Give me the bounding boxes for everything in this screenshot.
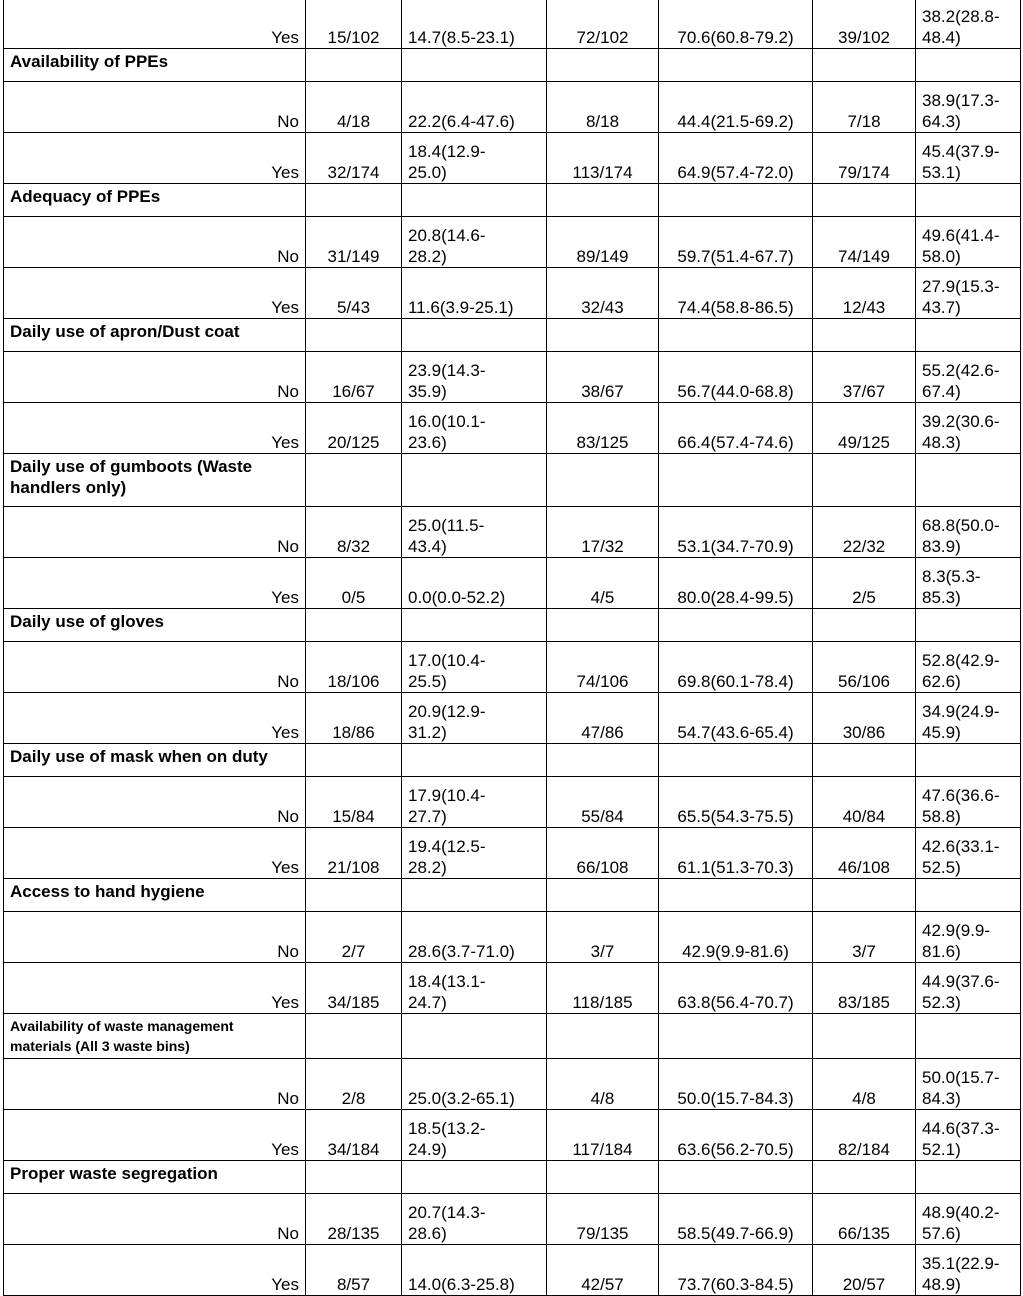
section-header-row: [4, 1014, 1021, 1059]
response-cell: Yes: [4, 828, 306, 879]
empty-cell: [813, 609, 916, 642]
count-cell: 79/135: [547, 1194, 659, 1245]
count-cell: 4/5: [547, 558, 659, 609]
count-cell: 8/18: [547, 82, 659, 133]
prevalence-cell: 34.9(24.9- 45.9): [916, 693, 1021, 744]
empty-cell: [659, 1161, 813, 1194]
empty-cell: [402, 49, 547, 82]
table-row: [4, 963, 1021, 1014]
section-title: Availability of waste management materials (All 3 waste bins): [4, 1014, 306, 1059]
table-row: [4, 1110, 1021, 1161]
count-cell: 30/86: [813, 693, 916, 744]
prevalence-cell: 55.2(42.6- 67.4): [916, 352, 1021, 403]
empty-cell: [916, 49, 1021, 82]
prevalence-cell: 45.4(37.9- 53.1): [916, 133, 1021, 184]
empty-cell: [306, 1014, 402, 1059]
prevalence-cell: 66.4(57.4-74.6): [659, 403, 813, 454]
count-cell: 8/57: [306, 1245, 402, 1296]
count-cell: 66/135: [813, 1194, 916, 1245]
empty-cell: [659, 454, 813, 507]
response-cell: No: [4, 777, 306, 828]
empty-cell: [813, 454, 916, 507]
section-header-row: [4, 879, 1021, 912]
empty-cell: [402, 879, 547, 912]
count-cell: 4/8: [813, 1059, 916, 1110]
response-cell: Yes: [4, 133, 306, 184]
section-title: Daily use of gumboots (Waste handlers only): [4, 454, 306, 507]
empty-cell: [916, 879, 1021, 912]
prevalence-cell: 42.9(9.9- 81.6): [916, 912, 1021, 963]
response-cell: Yes: [4, 403, 306, 454]
empty-cell: [547, 1014, 659, 1059]
count-cell: 79/174: [813, 133, 916, 184]
empty-cell: [813, 49, 916, 82]
table-row: [4, 558, 1021, 609]
prevalence-cell: 20.9(12.9- 31.2): [402, 693, 547, 744]
prevalence-cell: 73.7(60.3-84.5): [659, 1245, 813, 1296]
prevalence-cell: 53.1(34.7-70.9): [659, 507, 813, 558]
prevalence-cell: 16.0(10.1- 23.6): [402, 403, 547, 454]
prevalence-cell: 68.8(50.0- 83.9): [916, 507, 1021, 558]
empty-cell: [916, 319, 1021, 352]
prevalence-cell: 65.5(54.3-75.5): [659, 777, 813, 828]
prevalence-cell: 8.3(5.3- 85.3): [916, 558, 1021, 609]
empty-cell: [916, 744, 1021, 777]
prevalence-cell: 58.5(49.7-66.9): [659, 1194, 813, 1245]
prevalence-cell: 50.0(15.7- 84.3): [916, 1059, 1021, 1110]
empty-cell: [306, 744, 402, 777]
count-cell: 118/185: [547, 963, 659, 1014]
count-cell: 18/106: [306, 642, 402, 693]
count-cell: 20/125: [306, 403, 402, 454]
count-cell: 22/32: [813, 507, 916, 558]
response-cell: Yes: [4, 693, 306, 744]
prevalence-cell: 14.7(8.5-23.1): [402, 0, 547, 49]
empty-cell: [813, 879, 916, 912]
section-header-row: [4, 319, 1021, 352]
prevalence-cell: 38.2(28.8- 48.4): [916, 0, 1021, 49]
count-cell: 4/8: [547, 1059, 659, 1110]
empty-cell: [306, 879, 402, 912]
count-cell: 113/174: [547, 133, 659, 184]
prevalence-cell: 18.4(12.9- 25.0): [402, 133, 547, 184]
empty-cell: [306, 184, 402, 217]
response-cell: No: [4, 217, 306, 268]
section-header-row: [4, 744, 1021, 777]
empty-cell: [916, 184, 1021, 217]
prevalence-cell: 39.2(30.6- 48.3): [916, 403, 1021, 454]
table-row: [4, 693, 1021, 744]
section-header-row: [4, 609, 1021, 642]
table-row: [4, 828, 1021, 879]
table-row: [4, 1194, 1021, 1245]
section-header-row: [4, 184, 1021, 217]
response-cell: Yes: [4, 1245, 306, 1296]
empty-cell: [916, 1161, 1021, 1194]
prevalence-cell: 28.6(3.7-71.0): [402, 912, 547, 963]
count-cell: 74/106: [547, 642, 659, 693]
empty-cell: [547, 454, 659, 507]
empty-cell: [402, 1014, 547, 1059]
count-cell: 32/43: [547, 268, 659, 319]
table-row: [4, 1059, 1021, 1110]
count-cell: 4/18: [306, 82, 402, 133]
table-row: [4, 777, 1021, 828]
table-row: [4, 1245, 1021, 1296]
empty-cell: [659, 609, 813, 642]
count-cell: 8/32: [306, 507, 402, 558]
count-cell: 3/7: [813, 912, 916, 963]
prevalence-cell: 44.6(37.3- 52.1): [916, 1110, 1021, 1161]
count-cell: 40/84: [813, 777, 916, 828]
count-cell: 37/67: [813, 352, 916, 403]
section-title: Availability of PPEs: [4, 49, 306, 82]
response-cell: No: [4, 642, 306, 693]
table-row: [4, 912, 1021, 963]
section-title: Daily use of gloves: [4, 609, 306, 642]
count-cell: 39/102: [813, 0, 916, 49]
count-cell: 34/185: [306, 963, 402, 1014]
prevalence-cell: 42.6(33.1- 52.5): [916, 828, 1021, 879]
prevalence-cell: 50.0(15.7-84.3): [659, 1059, 813, 1110]
count-cell: 74/149: [813, 217, 916, 268]
empty-cell: [547, 1161, 659, 1194]
count-cell: 32/174: [306, 133, 402, 184]
prevalence-cell: 59.7(51.4-67.7): [659, 217, 813, 268]
prevalence-cell: 19.4(12.5- 28.2): [402, 828, 547, 879]
prevalence-cell: 25.0(11.5- 43.4): [402, 507, 547, 558]
section-title: Adequacy of PPEs: [4, 184, 306, 217]
empty-cell: [402, 609, 547, 642]
prevalence-cell: 18.5(13.2- 24.9): [402, 1110, 547, 1161]
empty-cell: [402, 184, 547, 217]
section-header-row: [4, 454, 1021, 507]
prevalence-cell: 56.7(44.0-68.8): [659, 352, 813, 403]
count-cell: 21/108: [306, 828, 402, 879]
prevalence-cell: 49.6(41.4- 58.0): [916, 217, 1021, 268]
response-cell: No: [4, 1059, 306, 1110]
count-cell: 83/125: [547, 403, 659, 454]
count-cell: 46/108: [813, 828, 916, 879]
empty-cell: [659, 879, 813, 912]
count-cell: 20/57: [813, 1245, 916, 1296]
count-cell: 66/108: [547, 828, 659, 879]
prevalence-cell: 47.6(36.6- 58.8): [916, 777, 1021, 828]
count-cell: 42/57: [547, 1245, 659, 1296]
prevalence-cell: 63.8(56.4-70.7): [659, 963, 813, 1014]
count-cell: 2/5: [813, 558, 916, 609]
empty-cell: [813, 1014, 916, 1059]
empty-cell: [402, 319, 547, 352]
prevalence-cell: 61.1(51.3-70.3): [659, 828, 813, 879]
count-cell: 31/149: [306, 217, 402, 268]
prevalence-cell: 27.9(15.3- 43.7): [916, 268, 1021, 319]
count-cell: 83/185: [813, 963, 916, 1014]
count-cell: 117/184: [547, 1110, 659, 1161]
empty-cell: [402, 454, 547, 507]
table-row: [4, 217, 1021, 268]
count-cell: 72/102: [547, 0, 659, 49]
prevalence-cell: 25.0(3.2-65.1): [402, 1059, 547, 1110]
count-cell: 15/84: [306, 777, 402, 828]
count-cell: 89/149: [547, 217, 659, 268]
prevalence-cell: 69.8(60.1-78.4): [659, 642, 813, 693]
prevalence-cell: 20.8(14.6- 28.2): [402, 217, 547, 268]
empty-cell: [916, 454, 1021, 507]
response-cell: Yes: [4, 268, 306, 319]
prevalence-cell: 20.7(14.3- 28.6): [402, 1194, 547, 1245]
response-cell: No: [4, 82, 306, 133]
count-cell: 16/67: [306, 352, 402, 403]
empty-cell: [659, 49, 813, 82]
count-cell: 18/86: [306, 693, 402, 744]
section-title: Access to hand hygiene: [4, 879, 306, 912]
empty-cell: [547, 184, 659, 217]
prevalence-cell: 22.2(6.4-47.6): [402, 82, 547, 133]
empty-cell: [547, 49, 659, 82]
table-row: [4, 133, 1021, 184]
count-cell: 49/125: [813, 403, 916, 454]
response-cell: Yes: [4, 0, 306, 49]
prevalence-cell: 18.4(13.1- 24.7): [402, 963, 547, 1014]
prevalence-cell: 74.4(58.8-86.5): [659, 268, 813, 319]
prevalence-cell: 63.6(56.2-70.5): [659, 1110, 813, 1161]
table-row: [4, 268, 1021, 319]
response-cell: No: [4, 1194, 306, 1245]
response-cell: No: [4, 352, 306, 403]
response-cell: Yes: [4, 558, 306, 609]
response-cell: Yes: [4, 963, 306, 1014]
prevalence-cell: 38.9(17.3- 64.3): [916, 82, 1021, 133]
prevalence-cell: 11.6(3.9-25.1): [402, 268, 547, 319]
count-cell: 2/8: [306, 1059, 402, 1110]
prevalence-cell: 48.9(40.2- 57.6): [916, 1194, 1021, 1245]
results-table: [3, 0, 1021, 1296]
empty-cell: [306, 319, 402, 352]
section-header-row: [4, 1161, 1021, 1194]
empty-cell: [659, 1014, 813, 1059]
prevalence-cell: 44.9(37.6- 52.3): [916, 963, 1021, 1014]
count-cell: 3/7: [547, 912, 659, 963]
empty-cell: [916, 609, 1021, 642]
count-cell: 0/5: [306, 558, 402, 609]
prevalence-cell: 17.0(10.4- 25.5): [402, 642, 547, 693]
count-cell: 15/102: [306, 0, 402, 49]
count-cell: 82/184: [813, 1110, 916, 1161]
count-cell: 47/86: [547, 693, 659, 744]
count-cell: 7/18: [813, 82, 916, 133]
prevalence-cell: 70.6(60.8-79.2): [659, 0, 813, 49]
table-row: [4, 403, 1021, 454]
table-row: [4, 82, 1021, 133]
empty-cell: [916, 1014, 1021, 1059]
count-cell: 17/32: [547, 507, 659, 558]
count-cell: 38/67: [547, 352, 659, 403]
prevalence-cell: 35.1(22.9- 48.9): [916, 1245, 1021, 1296]
count-cell: 2/7: [306, 912, 402, 963]
prevalence-cell: 14.0(6.3-25.8): [402, 1245, 547, 1296]
count-cell: 55/84: [547, 777, 659, 828]
response-cell: No: [4, 507, 306, 558]
prevalence-cell: 17.9(10.4- 27.7): [402, 777, 547, 828]
empty-cell: [659, 184, 813, 217]
section-title: Daily use of apron/Dust coat: [4, 319, 306, 352]
empty-cell: [813, 744, 916, 777]
table-row: [4, 642, 1021, 693]
empty-cell: [813, 1161, 916, 1194]
count-cell: 34/184: [306, 1110, 402, 1161]
table-row: [4, 0, 1021, 49]
count-cell: 5/43: [306, 268, 402, 319]
empty-cell: [659, 319, 813, 352]
prevalence-cell: 44.4(21.5-69.2): [659, 82, 813, 133]
section-title: Daily use of mask when on duty: [4, 744, 306, 777]
empty-cell: [547, 609, 659, 642]
empty-cell: [547, 879, 659, 912]
prevalence-cell: 80.0(28.4-99.5): [659, 558, 813, 609]
empty-cell: [306, 454, 402, 507]
count-cell: 12/43: [813, 268, 916, 319]
table-row: [4, 352, 1021, 403]
empty-cell: [547, 744, 659, 777]
empty-cell: [813, 184, 916, 217]
empty-cell: [402, 744, 547, 777]
table-body: [4, 0, 1021, 1296]
prevalence-cell: 42.9(9.9-81.6): [659, 912, 813, 963]
prevalence-cell: 64.9(57.4-72.0): [659, 133, 813, 184]
section-header-row: [4, 49, 1021, 82]
prevalence-cell: 54.7(43.6-65.4): [659, 693, 813, 744]
empty-cell: [659, 744, 813, 777]
prevalence-cell: 0.0(0.0-52.2): [402, 558, 547, 609]
empty-cell: [547, 319, 659, 352]
count-cell: 28/135: [306, 1194, 402, 1245]
prevalence-cell: 52.8(42.9- 62.6): [916, 642, 1021, 693]
section-title: Proper waste segregation: [4, 1161, 306, 1194]
empty-cell: [306, 49, 402, 82]
prevalence-cell: 23.9(14.3- 35.9): [402, 352, 547, 403]
response-cell: Yes: [4, 1110, 306, 1161]
empty-cell: [813, 319, 916, 352]
empty-cell: [402, 1161, 547, 1194]
empty-cell: [306, 609, 402, 642]
empty-cell: [306, 1161, 402, 1194]
response-cell: No: [4, 912, 306, 963]
table-row: [4, 507, 1021, 558]
count-cell: 56/106: [813, 642, 916, 693]
